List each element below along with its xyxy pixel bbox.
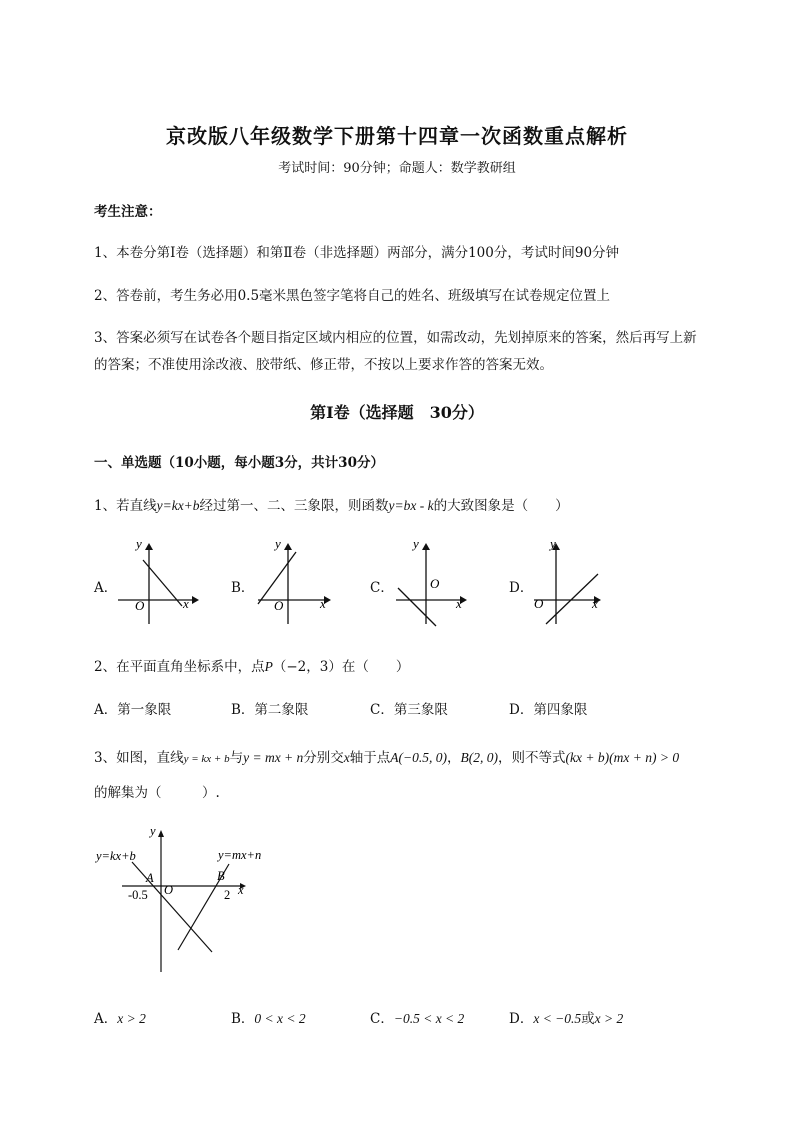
- x-arrow-icon: [192, 596, 199, 604]
- notice-heading: 考生注意：: [94, 204, 162, 220]
- q3-stem-line2: 的解集为（ ）.: [94, 785, 220, 801]
- q3-option-b-expr: 0 < x < 2: [254, 1011, 306, 1026]
- q3-xaxis: x: [343, 750, 350, 765]
- y-arrow-icon: [145, 543, 153, 550]
- q2-stem-b: （−2，3）在（ ）: [272, 659, 410, 675]
- q1-option-d[interactable]: D．: [509, 580, 534, 596]
- q1-suffix: 的大致图象是（ ）: [433, 498, 569, 514]
- label-neg: -0.5: [128, 888, 148, 902]
- q3-option-b[interactable]: [231, 1007, 306, 1027]
- q3-mid1: 与: [229, 750, 244, 766]
- line-kx-b: [132, 862, 212, 952]
- q1-option-c[interactable]: C．: [370, 580, 394, 596]
- y-arrow-icon: [158, 830, 164, 837]
- notice-item-1: 1、本卷分第Ⅰ卷（选择题）和第Ⅱ卷（非选择题）两部分，满分100分，考试时间90分钟: [94, 245, 620, 261]
- q2-option-d[interactable]: D．第四象限: [509, 702, 588, 718]
- graph-line: [546, 574, 598, 624]
- q3-eq2: y = mx + n: [243, 750, 304, 765]
- label-a: A: [146, 871, 154, 885]
- q2-option-b[interactable]: B．第二象限: [231, 702, 309, 718]
- q3-mid4: ，则不等式: [498, 750, 566, 766]
- q3-option-c-letter: C．: [370, 1011, 394, 1027]
- q3-figure: [94, 822, 294, 978]
- notice-item-3-cont: 的答案；不准使用涂改液、胶带纸、修正带，不按以上要求作答的答案无效。: [94, 357, 553, 373]
- y-label: y: [413, 536, 419, 551]
- label-x: x: [238, 883, 244, 897]
- q3-inequality: (kx + b)(mx + n) > 0: [565, 750, 680, 765]
- q1-graph-b: [250, 536, 340, 628]
- q3-option-a-letter: A．: [94, 1011, 118, 1027]
- q2-option-c[interactable]: C．第三象限: [370, 702, 448, 718]
- label-o: O: [164, 883, 174, 897]
- graph-line: [258, 552, 296, 604]
- q1-graph-c: [388, 536, 478, 628]
- origin-label: O: [274, 598, 284, 613]
- origin-label: O: [135, 598, 145, 613]
- q3-option-d-expr-b: x > 2: [594, 1011, 624, 1026]
- x-label: x: [456, 596, 462, 611]
- graph-line: [398, 588, 436, 626]
- q3-mid3: 轴于点: [349, 750, 391, 766]
- q3-option-a[interactable]: [94, 1007, 146, 1027]
- page-title: 京改版八年级数学下册第十四章一次函数重点解析: [166, 124, 628, 148]
- q3-eq1: y = kx + b: [183, 753, 230, 765]
- q3-mid2: 分别交: [303, 750, 344, 766]
- q3-option-d-letter: D．: [509, 1011, 534, 1027]
- label-line2: y=mx+n: [218, 848, 262, 862]
- q3-point-b: B(2, 0): [460, 750, 499, 765]
- q1-line-eq: y=kx+b: [156, 498, 200, 513]
- q1-func-eq: y=bx - k: [388, 498, 434, 513]
- q3-option-b-letter: B．: [231, 1011, 255, 1027]
- q1-prefix: 1、若直线: [94, 498, 157, 514]
- q1-option-b[interactable]: B．: [231, 580, 255, 596]
- q3-option-c-expr: −0.5 < x < 2: [393, 1011, 465, 1026]
- x-label: x: [320, 596, 326, 611]
- label-b: B: [217, 869, 225, 883]
- q1-stem: [94, 494, 569, 514]
- q3-option-c[interactable]: [370, 1007, 464, 1027]
- notice-item-2: 2、答卷前，考生务必用0.5毫米黑色签字笔将自己的姓名、班级填写在试卷规定位置上: [94, 288, 611, 304]
- q3-option-d-or: 或: [581, 1011, 595, 1027]
- q2-stem: [94, 655, 409, 675]
- y-label: y: [136, 536, 142, 551]
- y-label: y: [275, 536, 281, 551]
- origin-label: O: [534, 596, 544, 611]
- q3-point-a: A(−0.5, 0): [390, 750, 448, 765]
- q1-mid: 经过第一、二、三象限，则函数: [199, 498, 389, 514]
- q3-option-a-expr: x > 2: [117, 1011, 146, 1026]
- q3-prefix: 3、如图，直线: [94, 750, 184, 766]
- x-label: x: [592, 596, 598, 611]
- q2-stem-a: 2、在平面直角坐标系中，点: [94, 659, 265, 675]
- origin-label: O: [430, 576, 440, 591]
- notice-item-3: 3、答案必须写在试卷各个题目指定区域内相应的位置，如需改动，先划掉原来的答案，然后再写上新: [94, 330, 697, 346]
- q2-point: P: [264, 659, 273, 674]
- q2-option-a[interactable]: A．第一象限: [94, 702, 172, 718]
- page-subtitle: 考试时间：90分钟；命题人：数学教研组: [278, 161, 516, 176]
- label-line1: y=kx+b: [96, 849, 136, 863]
- q3-sep: ，: [447, 750, 461, 766]
- q3-option-d-expr-a: x < −0.5: [533, 1011, 582, 1026]
- y-arrow-icon: [284, 543, 292, 550]
- part1-heading: 一、单选题（10小题，每小题3分，共计30分）: [94, 455, 384, 471]
- section-title: 第Ⅰ卷（选择题 30分）: [310, 403, 484, 422]
- q1-option-a[interactable]: A．: [94, 580, 118, 596]
- y-arrow-icon: [422, 543, 430, 550]
- q3-stem: [94, 746, 679, 766]
- q3-option-d[interactable]: [509, 1007, 623, 1027]
- label-2: 2: [224, 888, 231, 902]
- label-y: y: [150, 824, 156, 838]
- q1-graph-a: [110, 536, 200, 628]
- y-label: y: [550, 536, 556, 551]
- x-label: x: [183, 596, 189, 611]
- q1-graph-d: [526, 536, 616, 628]
